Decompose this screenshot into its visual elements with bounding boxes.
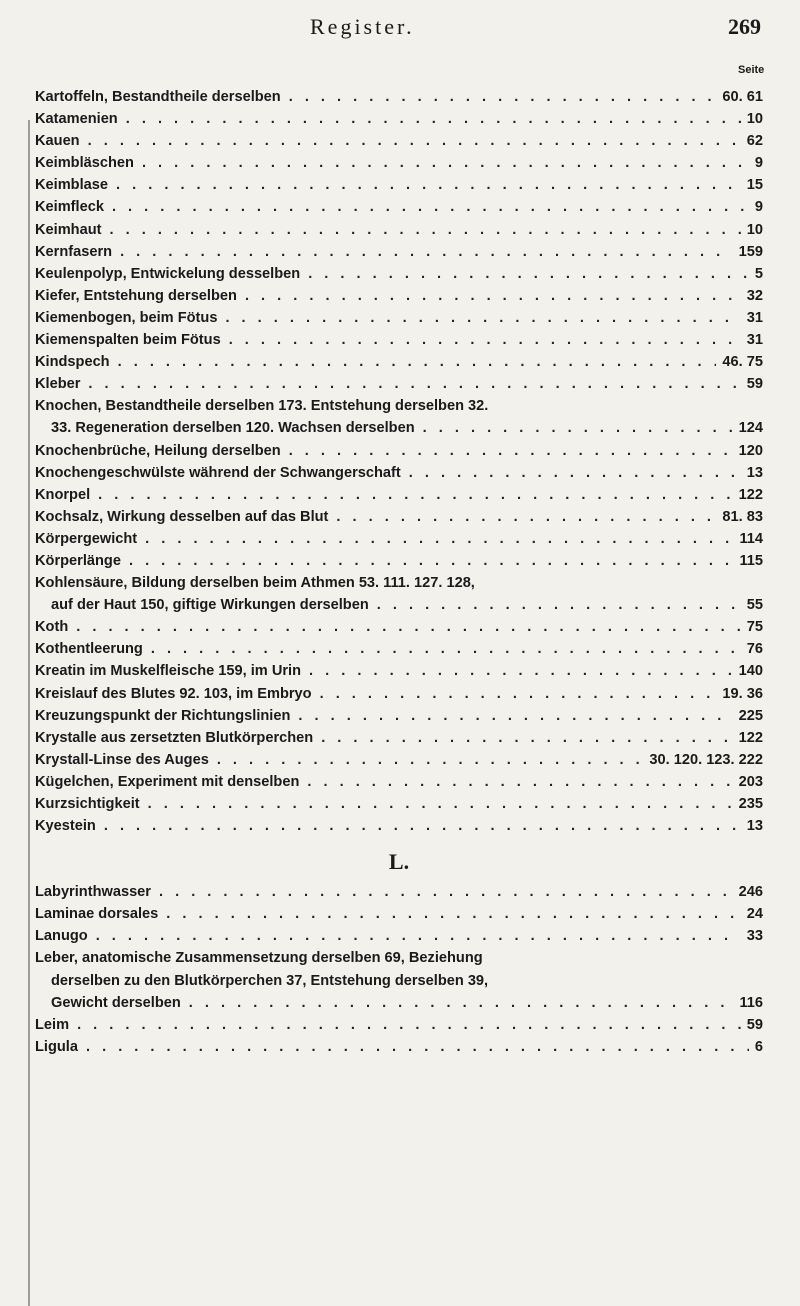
entry-term: Keulenpolyp, Entwickelung desselben — [35, 265, 301, 282]
binding-edge-rule — [28, 120, 30, 1306]
entry-pages: 59 — [746, 1016, 763, 1033]
dot-leader — [307, 771, 732, 793]
entry-pages: 122 — [738, 729, 763, 746]
index-entry — [35, 1014, 763, 1036]
entry-term: Lanugo — [35, 928, 88, 945]
entry-term: Kreuzungspunkt der Richtungslinien — [35, 707, 291, 724]
dot-leader — [321, 727, 732, 749]
entry-pages: 13 — [746, 818, 763, 835]
entry-term: Kreatin im Muskelfleische 159, im Urin — [35, 663, 302, 680]
dot-leader — [116, 174, 741, 196]
entry-term: Ligula — [35, 1038, 78, 1055]
index-entry — [35, 683, 763, 705]
dot-leader — [88, 130, 741, 152]
index-entry — [35, 925, 763, 947]
dot-leader — [159, 881, 733, 903]
entry-term-line: Knochen, Bestandtheile derselben 173. Entstehung derselben 32. — [35, 398, 489, 415]
entry-term-line: 33. Regeneration derselben 120. Wachsen derselben — [51, 420, 415, 437]
entry-term: Kiemenbogen, beim Fötus — [35, 309, 218, 326]
index-entry-continuation — [35, 992, 763, 1014]
index-entry — [35, 395, 763, 417]
entry-term-line: derselben zu den Blutkörperchen 37, Entstehung derselben 39, — [51, 972, 489, 989]
entry-pages: 115 — [739, 552, 763, 569]
index-entry — [35, 1036, 763, 1058]
entry-term: Kreislauf des Blutes 92. 103, im Embryo — [35, 685, 312, 702]
index-entry — [35, 351, 763, 373]
entry-pages: 5 — [754, 265, 763, 282]
index-entry — [35, 771, 763, 793]
entry-pages: 31 — [746, 332, 763, 349]
index-entry — [35, 86, 763, 108]
index-entry — [35, 528, 763, 550]
index-entry — [35, 484, 763, 506]
entry-pages: 76 — [746, 641, 763, 658]
index-entry — [35, 174, 763, 196]
entry-pages: 9 — [754, 155, 763, 172]
index-entry — [35, 793, 763, 815]
entry-term: Kyestein — [35, 818, 96, 835]
dot-leader — [77, 1014, 741, 1036]
entry-term-line: Kohlensäure, Bildung derselben beim Athmen 53. 111. 127. 128, — [35, 575, 475, 592]
index-entry — [35, 616, 763, 638]
entry-term: Kauen — [35, 133, 80, 150]
dot-leader — [217, 749, 644, 771]
index-entry — [35, 440, 763, 462]
entry-pages: 10 — [746, 221, 763, 238]
entry-term: Knorpel — [35, 486, 91, 503]
dot-leader — [377, 594, 741, 616]
index-entry — [35, 506, 763, 528]
page-number: 269 — [728, 14, 761, 39]
dot-leader — [298, 705, 732, 727]
entry-term: Kiemenspalten beim Fötus — [35, 332, 221, 349]
entry-term: Kothentleerung — [35, 641, 143, 658]
entry-term: Kurzsichtigkeit — [35, 796, 140, 812]
entry-term: Kernfasern — [35, 243, 113, 260]
entry-pages: 30. 120. 123. 222 — [649, 751, 763, 768]
index-entry-continuation — [35, 594, 763, 616]
entry-term-line: auf der Haut 150, giftige Wirkungen derselben — [51, 597, 369, 614]
entry-term: Keimblase — [35, 177, 109, 194]
dot-leader — [104, 815, 741, 837]
entry-pages: 203 — [738, 773, 763, 790]
entry-term: Knochengeschwülste während der Schwangerschaft — [35, 464, 401, 481]
dot-leader — [289, 86, 717, 108]
entry-pages: 59 — [746, 376, 763, 393]
dot-leader — [423, 417, 733, 439]
entry-pages: 60. 61 — [722, 89, 763, 105]
page-column-heading: Seite — [738, 64, 765, 76]
dot-leader — [120, 241, 733, 263]
dot-leader — [112, 196, 749, 218]
entry-pages: 81. 83 — [722, 508, 763, 525]
entry-term: Katamenien — [35, 111, 118, 128]
index-entry — [35, 307, 763, 329]
section-heading-l: L. — [388, 849, 410, 875]
entry-pages: 32 — [746, 287, 763, 304]
dot-leader — [151, 638, 741, 660]
dot-leader — [166, 903, 740, 925]
index-entry — [35, 705, 763, 727]
index-entry — [35, 196, 763, 218]
entry-pages: 10 — [746, 111, 763, 128]
entry-term: Kindspech — [35, 354, 110, 371]
dot-leader — [336, 506, 716, 528]
entry-term-line: Gewicht derselben — [51, 994, 181, 1011]
entry-pages: 24 — [746, 906, 763, 923]
dot-leader — [110, 219, 741, 241]
index-entry — [35, 881, 763, 903]
dot-leader — [86, 1036, 749, 1058]
entry-term: Kochsalz, Wirkung desselben auf das Blut — [35, 508, 329, 525]
dot-leader — [148, 793, 733, 815]
entry-term-line: Leber, anatomische Zusammensetzung derselben 69, Beziehung — [35, 950, 483, 967]
index-entry — [35, 130, 763, 152]
index-entry — [35, 373, 763, 395]
index-entry — [35, 727, 763, 749]
entry-term: Keimbläschen — [35, 155, 134, 172]
index-section-k — [35, 86, 763, 837]
dot-leader — [142, 152, 749, 174]
dot-leader — [308, 263, 749, 285]
dot-leader — [309, 660, 733, 682]
entry-pages: 9 — [754, 199, 763, 216]
index-section-l — [35, 881, 763, 1058]
index-entry — [35, 108, 763, 130]
dot-leader — [229, 329, 741, 351]
dot-leader — [88, 373, 740, 395]
index-entry — [35, 947, 763, 969]
index-entry-continuation — [35, 417, 763, 439]
index-entry — [35, 285, 763, 307]
entry-term: Krystall-Linse des Auges — [35, 751, 209, 768]
entry-term: Labyrinthwasser — [35, 884, 151, 901]
entry-pages: 159 — [738, 243, 763, 260]
dot-leader — [225, 307, 740, 329]
entry-pages: 120 — [738, 442, 763, 459]
entry-term: Keimhaut — [35, 221, 102, 238]
index-entry — [35, 263, 763, 285]
dot-leader — [96, 925, 741, 947]
entry-term: Körpergewicht — [35, 530, 138, 547]
index-entry — [35, 749, 763, 771]
entry-pages: 235 — [738, 796, 763, 812]
entry-term: Kartoffeln, Bestandtheile derselben — [35, 89, 281, 105]
dot-leader — [126, 108, 741, 130]
entry-pages: 114 — [739, 530, 763, 547]
index-entry — [35, 903, 763, 925]
entry-term: Knochenbrüche, Heilung derselben — [35, 442, 281, 459]
entry-term: Körperlänge — [35, 552, 121, 569]
index-list — [35, 86, 763, 1058]
dot-leader — [145, 528, 733, 550]
dot-leader — [129, 550, 733, 572]
entry-term: Kleber — [35, 376, 81, 393]
dot-leader — [289, 440, 733, 462]
entry-pages: 55 — [746, 597, 763, 614]
entry-term: Kügelchen, Experiment mit denselben — [35, 773, 300, 790]
dot-leader — [189, 992, 734, 1014]
running-title: Register. — [310, 14, 415, 39]
entry-pages: 116 — [739, 994, 763, 1011]
dot-leader — [320, 683, 717, 705]
index-entry — [35, 329, 763, 351]
entry-pages: 140 — [738, 663, 763, 680]
index-entry-continuation — [35, 970, 763, 992]
entry-pages: 122 — [738, 486, 763, 503]
dot-leader — [98, 484, 733, 506]
index-entry — [35, 219, 763, 241]
index-entry — [35, 638, 763, 660]
index-entry — [35, 815, 763, 837]
entry-term: Laminae dorsales — [35, 906, 159, 923]
entry-pages: 124 — [738, 420, 763, 437]
index-entry — [35, 152, 763, 174]
entry-pages: 13 — [746, 464, 763, 481]
entry-pages: 19. 36 — [722, 685, 763, 702]
entry-pages: 46. 75 — [722, 354, 763, 371]
index-entry — [35, 572, 763, 594]
entry-pages: 225 — [738, 707, 763, 724]
entry-pages: 62 — [746, 133, 763, 150]
dot-leader — [245, 285, 741, 307]
index-entry — [35, 241, 763, 263]
entry-pages: 75 — [746, 619, 763, 636]
entry-term: Krystalle aus zersetzten Blutkörperchen — [35, 729, 314, 746]
entry-term: Kiefer, Entstehung derselben — [35, 287, 237, 304]
entry-term: Keimfleck — [35, 199, 104, 216]
dot-leader — [118, 351, 717, 373]
entry-pages: 15 — [746, 177, 763, 194]
entry-pages: 246 — [738, 884, 763, 901]
page-header — [0, 8, 800, 48]
dot-leader — [409, 462, 741, 484]
entry-pages: 6 — [754, 1038, 763, 1055]
entry-term: Koth — [35, 619, 69, 636]
index-entry — [35, 462, 763, 484]
entry-pages: 31 — [746, 309, 763, 326]
dot-leader — [76, 616, 741, 638]
index-entry — [35, 660, 763, 682]
entry-pages: 33 — [746, 928, 763, 945]
index-entry — [35, 550, 763, 572]
entry-term: Leim — [35, 1016, 70, 1033]
